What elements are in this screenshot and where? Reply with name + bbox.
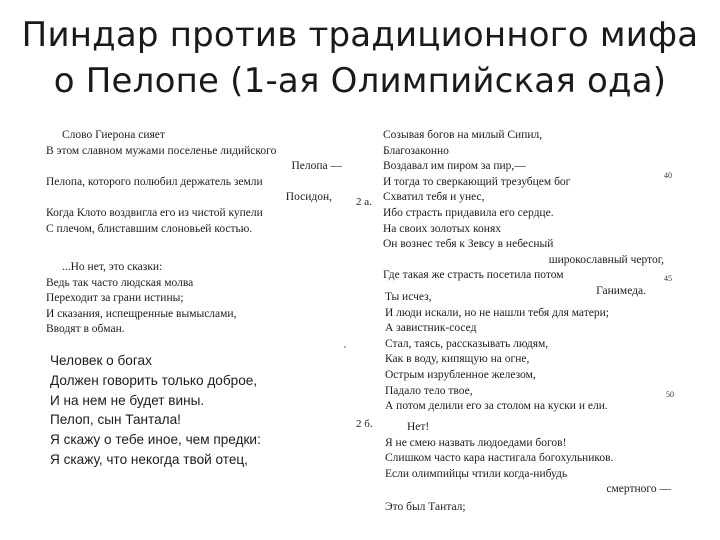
verse-line: Пелопа — <box>291 160 342 173</box>
strophe-marker-a: 2 а. <box>356 196 372 208</box>
verse-line: Должен говорить только доброе, <box>50 372 258 388</box>
title-line-1: Пиндар против традиционного мифа <box>21 15 699 55</box>
verse-line: Благозаконно <box>383 144 449 157</box>
verse-line: Человек о богах <box>50 353 152 368</box>
right-stanza-1 <box>383 128 668 300</box>
verse-line: В этом славном мужами поселенье лидийского <box>46 144 277 157</box>
right-stanza-2 <box>385 290 670 415</box>
title-line-2: о Пелопе (1-ая Олимпийская ода) <box>53 61 667 101</box>
verse-line: И на нем не будет вины. <box>50 392 205 408</box>
line-number-50: 50 <box>666 390 674 399</box>
scan-speck <box>344 346 346 348</box>
verse-line: смертного — <box>606 483 671 496</box>
left-big-stanza <box>50 351 350 470</box>
verse-line: Нет! <box>407 421 430 433</box>
verse-line: Как в воду, кипящую на огне, <box>385 353 530 366</box>
verse-line: Острым изрубленное железом, <box>385 368 536 381</box>
verse-line: На своих золотых конях <box>383 222 502 235</box>
verse-line: Падало тело твое, <box>385 384 473 397</box>
verse-line: ...Но нет, это сказки: <box>62 261 163 273</box>
verse-line: И люди искали, но не нашли тебя для матери; <box>385 306 609 319</box>
left-top-stanza <box>46 128 346 237</box>
verse-line: Ганимеда. <box>596 284 646 297</box>
verse-line: Ведь так часто людская молва <box>46 276 194 289</box>
verse-line: Слишком часто кара настигала богохульников. <box>385 452 614 465</box>
verse-line: Он вознес тебя к Зевсу в небесный <box>383 238 554 251</box>
line-number-40: 40 <box>664 171 672 180</box>
verse-line: Переходит за грани истины; <box>46 292 184 305</box>
verse-line: Созывая богов на милый Сипил, <box>383 129 543 141</box>
verse-line: Если олимпийцы чтили когда-нибудь <box>385 467 568 480</box>
verse-line: А потом делили его за столом на куски и ели. <box>385 400 608 413</box>
verse-line: Это был Тантал; <box>385 500 466 513</box>
verse-line: Посидон, <box>285 191 332 204</box>
right-stanza-3 <box>385 420 675 516</box>
verse-line: Ты исчез, <box>385 291 432 303</box>
left-mid-stanza <box>46 260 346 338</box>
line-number-45: 45 <box>664 274 672 283</box>
verse-line: Схватил тебя и унес, <box>383 191 485 204</box>
verse-line: Пелоп, сын Тантала! <box>50 412 181 428</box>
verse-line: И сказания, испещренные вымыслами, <box>46 307 237 320</box>
verse-line: Я скажу о тебе иное, чем предки: <box>50 432 261 448</box>
verse-line: Я скажу, что некогда твой отец, <box>50 451 248 467</box>
verse-line: Я не смею назвать людоедами богов! <box>385 436 567 449</box>
verse-line: Где такая же страсть посетила потом <box>383 269 564 282</box>
verse-line: Пелопа, которого полюбил держатель земли <box>46 175 263 188</box>
verse-line: Вводят в обман. <box>46 323 125 336</box>
verse-line: Ибо страсть придавила его сердце. <box>383 206 554 219</box>
strophe-marker-b: 2 б. <box>356 418 373 430</box>
verse-line: Воздавал им пиром за пир,— <box>383 160 526 173</box>
verse-line: широкославный чертог, <box>548 253 664 266</box>
verse-line: Когда Клото воздвигла его из чистой купели <box>46 206 263 219</box>
slide-title <box>0 12 720 104</box>
verse-line: И тогда то сверкающий трезубцем бог <box>383 175 571 188</box>
verse-line: Стал, таясь, рассказывать людям, <box>385 337 549 350</box>
verse-line: А завистник-сосед <box>385 322 477 335</box>
verse-line: Слово Гиерона сияет <box>62 129 165 141</box>
verse-line: С плечом, блиставшим слоновьей костью. <box>46 222 253 235</box>
